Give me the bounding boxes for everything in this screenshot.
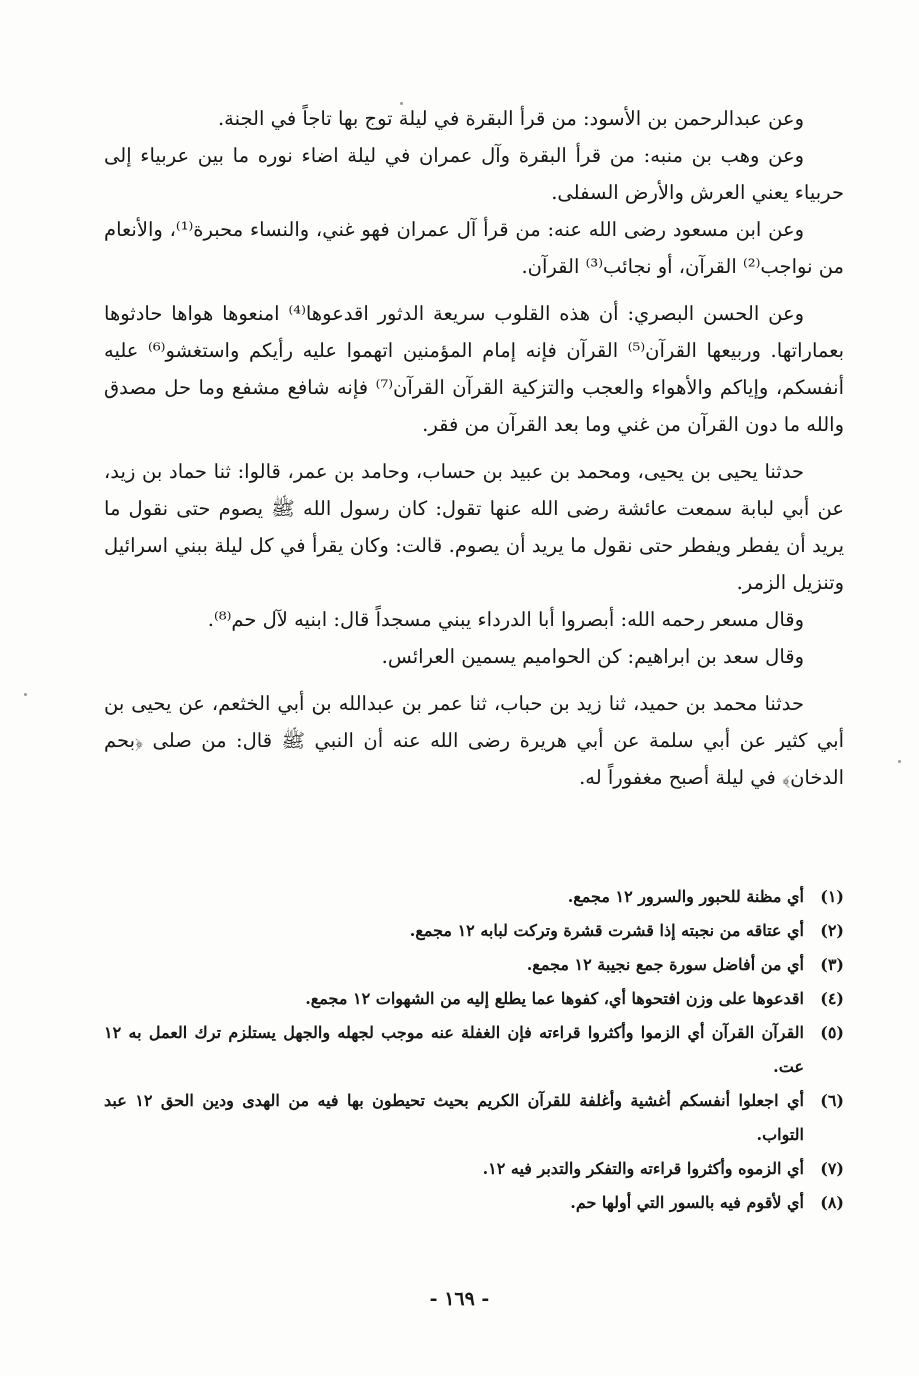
footnote-number: (٤) (820, 989, 844, 1008)
footnote-5 (104, 1016, 844, 1084)
footnote-8 (104, 1186, 844, 1220)
footnote-text: أي الزموه وأكثروا قراءته والتفكر والتدبر فيه ١٢. (482, 1159, 804, 1178)
footnotes (104, 880, 844, 1220)
scan-speck (24, 693, 27, 696)
footnote-text: أي مظنة للحبور والسرور ١٢ مجمع. (567, 887, 804, 906)
paragraph-wahb: وعن وهب بن منبه: من قرأ البقرة وآل عمران في ليلة اضاء نوره ما بين عربياء إلى حربياء يعني العرش والأرض السفلى. (104, 144, 844, 204)
paragraph-misar: وقال مسعر رحمه الله: أبصروا أبا الدرداء يبني مسجداً قال: ابنيه لآل حم⁽⁸⁾. (207, 608, 804, 631)
scan-speck (898, 760, 901, 763)
footnote-6 (104, 1084, 844, 1152)
footnote-number: (٢) (820, 921, 844, 940)
footnote-number: (٣) (820, 955, 844, 974)
footnote-text: أي اجعلوا أنفسكم أغشية وأغلفة للقرآن الكريم بحيث تحيطون بها فيه من الهدى ودين الحق ١٢ عبد التواب. (104, 1091, 805, 1144)
paragraph-saad: وقال سعد بن ابراهيم: كن الحواميم يسمين العرائس. (381, 645, 804, 668)
footnote-1 (104, 880, 844, 914)
footnote-number: (١) (820, 887, 844, 906)
footnote-number: (٨) (820, 1193, 844, 1212)
footnote-7 (104, 1152, 844, 1186)
footnote-number: (٧) (820, 1159, 844, 1178)
footnote-text: أي عتاقه من نجبته إذا قشرت قشرة وتركت لبابه ١٢ مجمع. (409, 921, 804, 940)
footnote-text: القرآن القرآن أي الزموا وأكثروا قراءته فإن الغفلة عنه موجب لجهله والجهل يستلزم ترك العمل به ١٢ عت. (104, 1023, 804, 1076)
main-text (104, 100, 844, 796)
footnote-2 (104, 914, 844, 948)
footnote-text: أي لأقوم فيه بالسور التي أولها حم. (570, 1193, 804, 1212)
footnote-3 (104, 948, 844, 982)
footnote-text: أي من أفاضل سورة جمع نجيبة ١٢ مجمع. (526, 955, 804, 974)
page-number: - ١٦٩ - (429, 1288, 490, 1310)
paragraph-ibn-masud: وعن ابن مسعود رضى الله عنه: من قرأ آل عمران فهو غني، والنساء محبرة⁽¹⁾، والأنعام من نواجب⁽²⁾ القرآن، أو نجائب⁽³⁾ القرآن. (104, 218, 844, 278)
footnote-text: اقدعوها على وزن افتحوها أي، كفوها عما يطلع إليه من الشهوات ١٢ مجمع. (305, 989, 804, 1008)
footnote-number: (٥) (820, 1023, 844, 1042)
footnote-4 (104, 982, 844, 1016)
paragraph-hadith-aisha: حدثنا يحيى بن يحيى، ومحمد بن عبيد بن حساب، وحامد بن عمر، قالوا: ثنا حماد بن زيد، عن أبي لبابة سمعت عائشة رضى الله عنها تقول: كان رسول الله ﷺ يصوم حتى نقول ما يريد أن يفطر ويفطر حتى نقول ما يريد أن يصوم. قالت: وكان يقرأ في كل ليلة ببني اسرائيل وتنزيل الزمر. (104, 460, 844, 594)
footnote-number: (٦) (820, 1091, 844, 1110)
paragraph-hasan-basri: وعن الحسن البصري: أن هذه القلوب سريعة الدثور اقدعوها⁽⁴⁾ امنعوها هواها حادثوها بعماراتها. وربيعها القرآن⁽⁵⁾ القرآن فإنه إمام المؤمنين اتهموا عليه رأيكم واستغشو⁽⁶⁾ عليه أنفسكم، وإياكم والأهواء والعجب والتزكية القرآن القرآن⁽⁷⁾ فإنه شافع مشفع وما حل مصدق والله ما دون القرآن من غني وما بعد القرآن من فقر. (104, 302, 844, 436)
paragraph-abdulrahman: وعن عبدالرحمن بن الأسود: من قرأ البقرة في ليلة توج بها تاجاً في الجنة. (217, 107, 804, 130)
paragraph-hadith-abu-hurayra: حدثنا محمد بن حميد، ثنا زيد بن حباب، ثنا عمر بن عبدالله بن أبي الخثعم، عن يحيى بن أبي كثير عن أبي سلمة عن أبي هريرة رضى الله عنه أن النبي ﷺ قال: من صلى ﴿بحم الدخان﴾ في ليلة أصبح مغفوراً له. (104, 692, 844, 789)
